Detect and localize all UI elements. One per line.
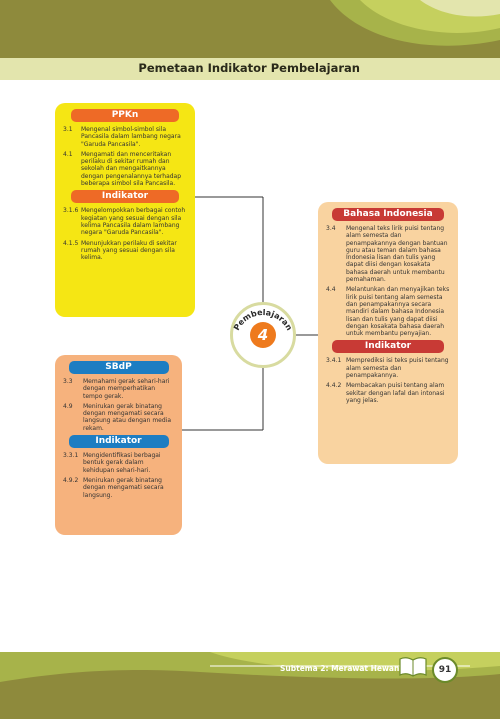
item-text: Mengidentifikasi berbagai bentuk gerak dalam kehidupan sehari-hari.: [83, 452, 161, 474]
list-item: [326, 286, 450, 337]
list-item: [63, 126, 187, 148]
item-text: Memahami gerak sehari-hari dengan memperhatikan tempo gerak.: [83, 378, 170, 400]
item-text: Menirukan gerak binatang dengan mengamati secara langsung.: [83, 476, 164, 499]
ppkn-box: [55, 103, 195, 317]
list-item: [326, 357, 450, 379]
list-item: [63, 151, 187, 187]
list-item: [63, 240, 187, 262]
item-text: Mengenal teks lirik puisi tentang alam semesta dan penampakannya dengan bantuan guru atau teman dalam bahasa Indonesia lisan dan tulis yang dapat diisi dengan kosakata bahasa daerah untuk membantu pemahaman.: [346, 225, 448, 284]
list-item: [63, 452, 174, 474]
item-number: 4.4.2: [326, 382, 342, 390]
list-item: [63, 403, 174, 432]
page-title: Pemetaan Indikator Pembelajaran: [138, 61, 360, 75]
sbdp-box: [55, 355, 182, 535]
book-icon: [398, 655, 428, 679]
list-item: [326, 382, 450, 404]
list-item: [63, 207, 187, 236]
sbdp-indikator-title: Indikator: [69, 435, 169, 448]
subtema-label: Subtema 2: Merawat Hewan: [280, 664, 400, 673]
center-number: 4: [250, 322, 276, 348]
item-text: Mengamati dan menceritakan perilaku di sekitar rumah dan sekolah dan mengaitkannya dengan pengenalannya terhadap beberapa simbol sila Pancasila.: [81, 150, 182, 188]
item-number: 3.4: [326, 225, 336, 232]
bind-title: Bahasa Indonesia: [332, 208, 444, 221]
ppkn-title: PPKn: [71, 109, 179, 122]
item-number: 4.1.5: [63, 239, 79, 247]
item-text: Membacakan puisi tentang alam sekitar dengan lafal dan intonasi yang jelas.: [346, 382, 445, 404]
item-number: 3.1: [63, 126, 73, 133]
list-item: [326, 225, 450, 283]
item-text: Menirukan gerak binatang dengan mengamati secara langsung atau dengan media rekam.: [83, 402, 172, 432]
item-number: 4.1: [63, 150, 73, 158]
list-item: [63, 477, 174, 499]
item-number: 4.4: [326, 286, 336, 294]
item-number: 3.3: [63, 378, 73, 385]
item-number: 3.1.6: [63, 207, 79, 215]
item-text: Menunjukkan perilaku di sekitar rumah yang sesuai dengan sila kelima.: [81, 239, 177, 262]
item-text: Mengelompokkan berbagai contoh kegiatan yang sesuai dengan sila kelima Pancasila dalam lambang negara "Garuda Pancasila".: [81, 207, 186, 237]
item-number: 4.9.2: [63, 476, 79, 484]
bind-indikator-title: Indikator: [332, 340, 444, 353]
sbdp-title: SBdP: [69, 361, 169, 374]
page-footer: [0, 652, 500, 719]
center-label: Pembelajaran: [232, 307, 294, 333]
list-item: [63, 378, 174, 400]
ppkn-indikator-title: Indikator: [71, 190, 179, 203]
bahasa-indonesia-box: [318, 202, 458, 464]
page-number: 91: [432, 657, 458, 683]
item-number: 3.3.1: [63, 452, 79, 460]
item-text: Melantunkan dan menyajikan teks lirik puisi tentang alam semesta dan penampakannya secara mandiri dalam bahasa Indonesia lisan dan tulis yang dapat diisi dengan kosakata bahasa daerah untuk membantu penyajian.: [346, 286, 450, 338]
item-text: Memprediksi isi teks puisi tentang alam semesta dan penampakannya.: [346, 357, 449, 380]
item-number: 4.9: [63, 402, 73, 410]
item-number: 3.4.1: [326, 357, 342, 365]
item-text: Mengenal simbol-simbol sila Pancasila dalam lambang negara "Garuda Pancasila".: [81, 126, 181, 148]
